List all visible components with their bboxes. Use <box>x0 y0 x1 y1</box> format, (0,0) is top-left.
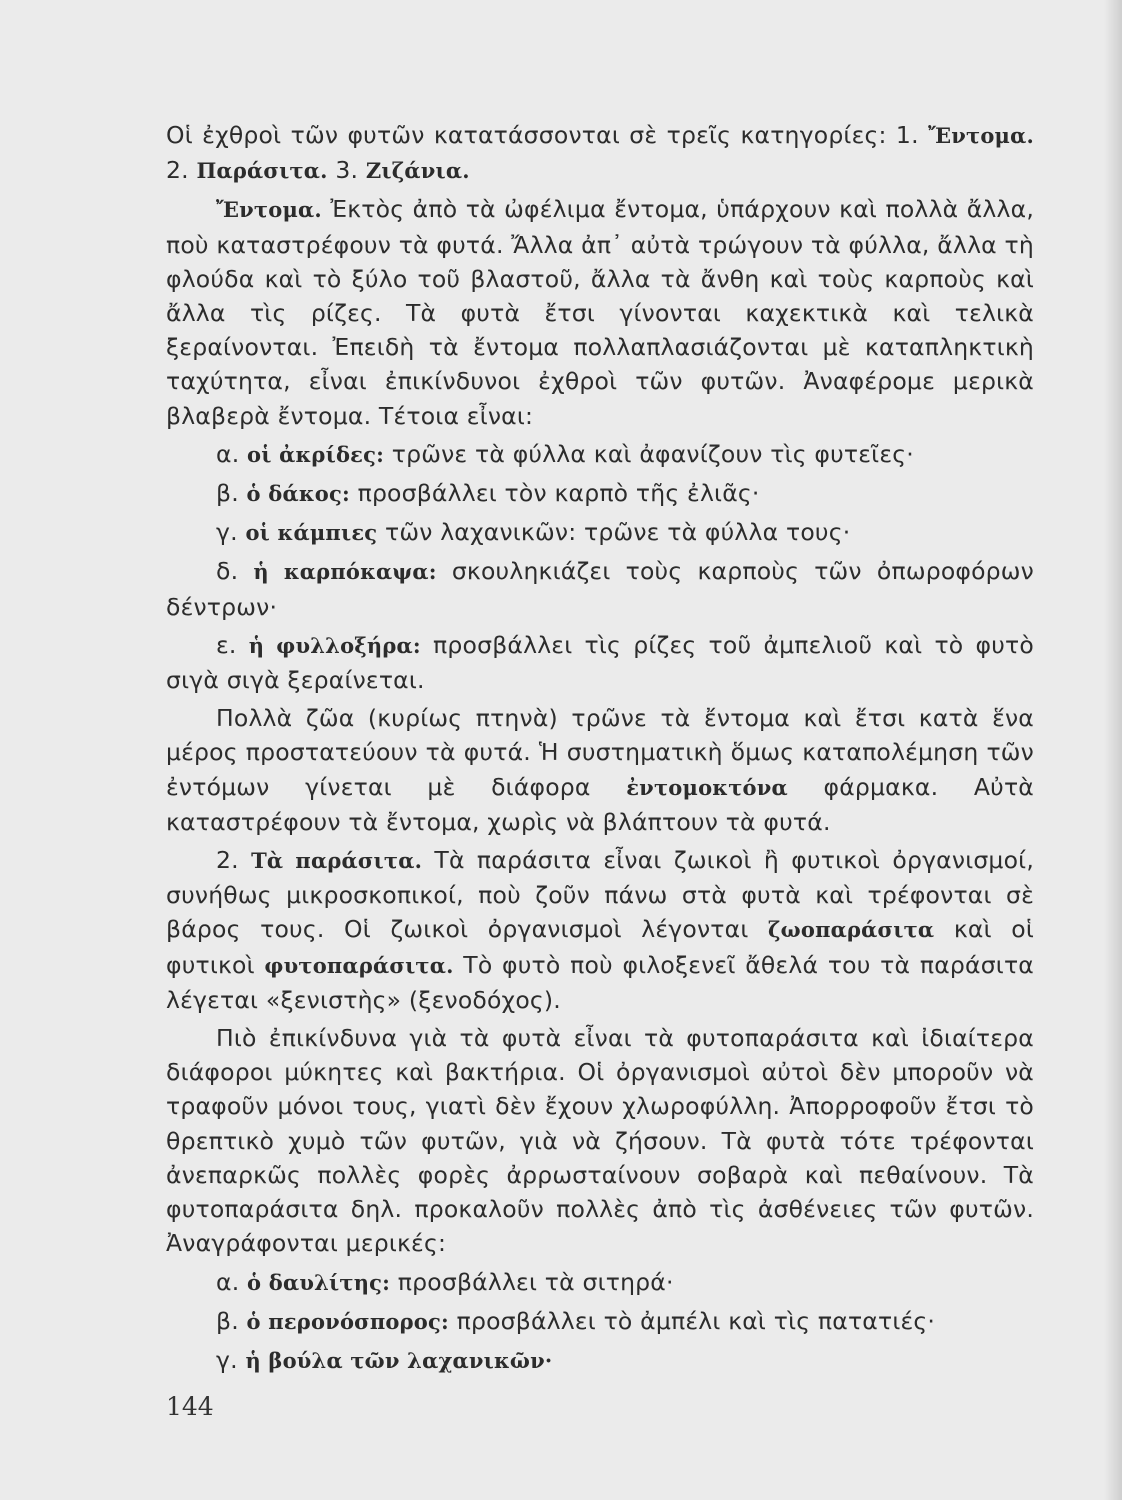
zooparasites-term: ζωοπαράσιτα <box>768 917 935 943</box>
insect-name: ἡ καρπόκαψα: <box>253 559 437 585</box>
list-letter: ε. <box>216 630 237 659</box>
insect-name: οἱ ἀκρίδες: <box>247 441 385 467</box>
insect-name: οἱ κάμπιες <box>245 520 378 546</box>
parasite-item <box>166 1304 1034 1339</box>
parasite-item <box>166 1343 1034 1378</box>
insect-item <box>166 437 1034 472</box>
insect-item <box>166 476 1034 511</box>
parasite-name: ἡ βούλα τῶν λαχανικῶν· <box>245 1347 553 1373</box>
insect-item <box>166 628 1034 697</box>
parasite-item <box>166 1265 1034 1300</box>
list-letter: β. <box>216 1306 239 1335</box>
plant-parasites-paragraph <box>166 1021 1034 1260</box>
list-letter: γ. <box>216 1345 238 1374</box>
page-body <box>166 118 1034 1378</box>
list-letter: α. <box>216 1267 240 1296</box>
insect-desc: προσβάλλει τὶς ρίζες τοῦ ἀμπελιοῦ καὶ τὸ φυτὸ σιγὰ σιγὰ ξεραίνεται. <box>166 630 1034 695</box>
intro-sep-3: 3. <box>327 156 366 185</box>
insect-item <box>166 515 1034 550</box>
insect-desc: τρῶνε τὰ φύλλα καὶ ἀφανίζουν τὶς φυτεῖες· <box>384 439 914 468</box>
insect-desc: τῶν λαχανικῶν: τρῶνε τὰ φύλλα τους· <box>377 518 851 547</box>
insects-text: Ἐκτὸς ἀπὸ τὰ ὠφέλιμα ἔντομα, ὑπάρχουν καὶ πολλὰ ἄλλα, ποὺ καταστρέφουν τὰ φυτά. Ἄλλα ἀπ᾽ αὐτὰ τρώγουν τὰ φύλλα, ἄλλα τὴ φλούδα καὶ τὸ ξύλο τοῦ βλαστοῦ, ἄλλα τὰ ἄνθη καὶ τοὺς καρποὺς καὶ ἄλλα τὶς ρίζες. Τὰ φυτὰ ἔτσι γίνονται καχεκτικὰ καὶ τελικὰ ξεραίνονται. Ἐπειδὴ τὰ ἔντομα πολλαπλασιάζονται μὲ καταπληκτικὴ ταχύτητα, εἶναι ἐπικίνδυνοι ἐχθροὶ τῶν φυτῶν. Ἀναφέρομε μερικὰ βλαβερὰ ἔντομα. Τέτοια εἶναι: <box>166 195 1034 430</box>
intro-sep-2: 2. <box>166 156 197 185</box>
list-letter: β. <box>216 479 239 508</box>
list-letter: δ. <box>216 557 239 586</box>
section-number: 2. <box>216 846 252 875</box>
parasites-text-mid: καὶ οἱ φυτικοὶ <box>166 915 1034 979</box>
parasite-name: ὁ περονόσπορος: <box>246 1308 449 1334</box>
page-edge-shadow <box>1104 0 1122 1500</box>
insect-name: ἡ φυλλοξήρα: <box>248 632 421 658</box>
parasite-desc: προσβάλλει τὸ ἀμπέλι καὶ τὶς πατατιές· <box>448 1306 936 1335</box>
insect-desc: προσβάλλει τὸν καρπὸ τῆς ἐλιᾶς· <box>349 479 760 508</box>
phytoparasites-term: φυτοπαράσιτα. <box>264 952 454 978</box>
parasites-paragraph <box>166 843 1034 1017</box>
insect-desc: σκουληκιάζει τοὺς καρποὺς τῶν ὀπωροφόρων δέντρων· <box>166 557 1034 621</box>
intro-paragraph <box>166 118 1034 188</box>
category-parasites: Παράσιτα. <box>196 158 328 184</box>
page-number: 144 <box>166 1392 214 1421</box>
list-letter: γ. <box>216 518 238 547</box>
insect-item <box>166 554 1034 623</box>
animals-paragraph <box>166 701 1034 839</box>
parasite-desc: προσβάλλει τὰ σιτηρά· <box>390 1267 674 1296</box>
list-letter: α. <box>216 439 240 468</box>
insect-name: ὁ δάκος: <box>246 481 350 507</box>
insecticide-term: ἐντομοκτόνα <box>626 774 788 800</box>
animals-text: Πολλὰ ζῶα (κυρίως πτηνὰ) τρῶνε τὰ ἔντομα καὶ ἔτσι κατὰ ἕνα μέρος προστατεύουν τὰ φυτά. Ἡ συστηματικὴ ὅμως καταπολέμηση τῶν ἐντόμων γίνεται μὲ διάφορα <box>166 704 1034 801</box>
category-insects: Ἔντομα. <box>928 123 1034 148</box>
category-weeds: Ζιζάνια. <box>365 158 470 184</box>
insects-heading: Ἔντομα. <box>216 197 322 223</box>
insects-paragraph <box>166 192 1034 432</box>
animals-text-end: φάρμακα. Αὐτὰ καταστρέφουν τὰ ἔντομα, χωρὶς νὰ βλάπτουν τὰ φυτά. <box>166 772 1034 836</box>
intro-text: Οἱ ἐχθροὶ τῶν φυτῶν κατατάσσονται σὲ τρεῖς κατηγορίες: 1. <box>166 121 929 149</box>
parasites-text-end: Τὸ φυτὸ ποὺ φιλοξενεῖ ἄθελά του τὰ παράσιτα λέγεται «ξενιστὴς» (ξενοδόχος). <box>166 950 1034 1014</box>
parasites-text: Τὰ παράσιτα εἶναι ζωικοὶ ἢ φυτικοὶ ὀργανισμοί, συνήθως μικροσκοπικοί, ποὺ ζοῦν πάνω στὰ φυτὰ καὶ τρέφονται σὲ βάρος τους. Οἱ ζωικοὶ ὀργανισμοὶ λέγονται <box>166 846 1034 944</box>
parasites-heading: Τὰ παράσιτα. <box>251 848 423 874</box>
parasite-name: ὁ δαυλίτης: <box>247 1269 391 1295</box>
plant-parasites-text: Πιὸ ἐπικίνδυνα γιὰ τὰ φυτὰ εἶναι τὰ φυτοπαράσιτα καὶ ἰδιαίτερα διάφοροι μύκητες καὶ βακτήρια. Οἱ ὀργανισμοὶ αὐτοὶ δὲν μποροῦν νὰ τραφοῦν μόνοι τους, γιατὶ δὲν ἔχουν χλωροφύλλη. Ἀπορροφοῦν ἔτσι τὸ θρεπτικὸ χυμὸ τῶν φυτῶν, γιὰ νὰ ζήσουν. Τὰ φυτὰ τότε τρέφονται ἀνεπαρκῶς πολλὲς φορὲς ἀρρωσταίνουν σοβαρὰ καὶ πεθαίνουν. Τὰ φυτοπαράσιτα δηλ. προκαλοῦν πολλὲς ἀπὸ τὶς ἀσθένειες τῶν φυτῶν. Ἀναγράφονται μερικές: <box>166 1024 1034 1258</box>
